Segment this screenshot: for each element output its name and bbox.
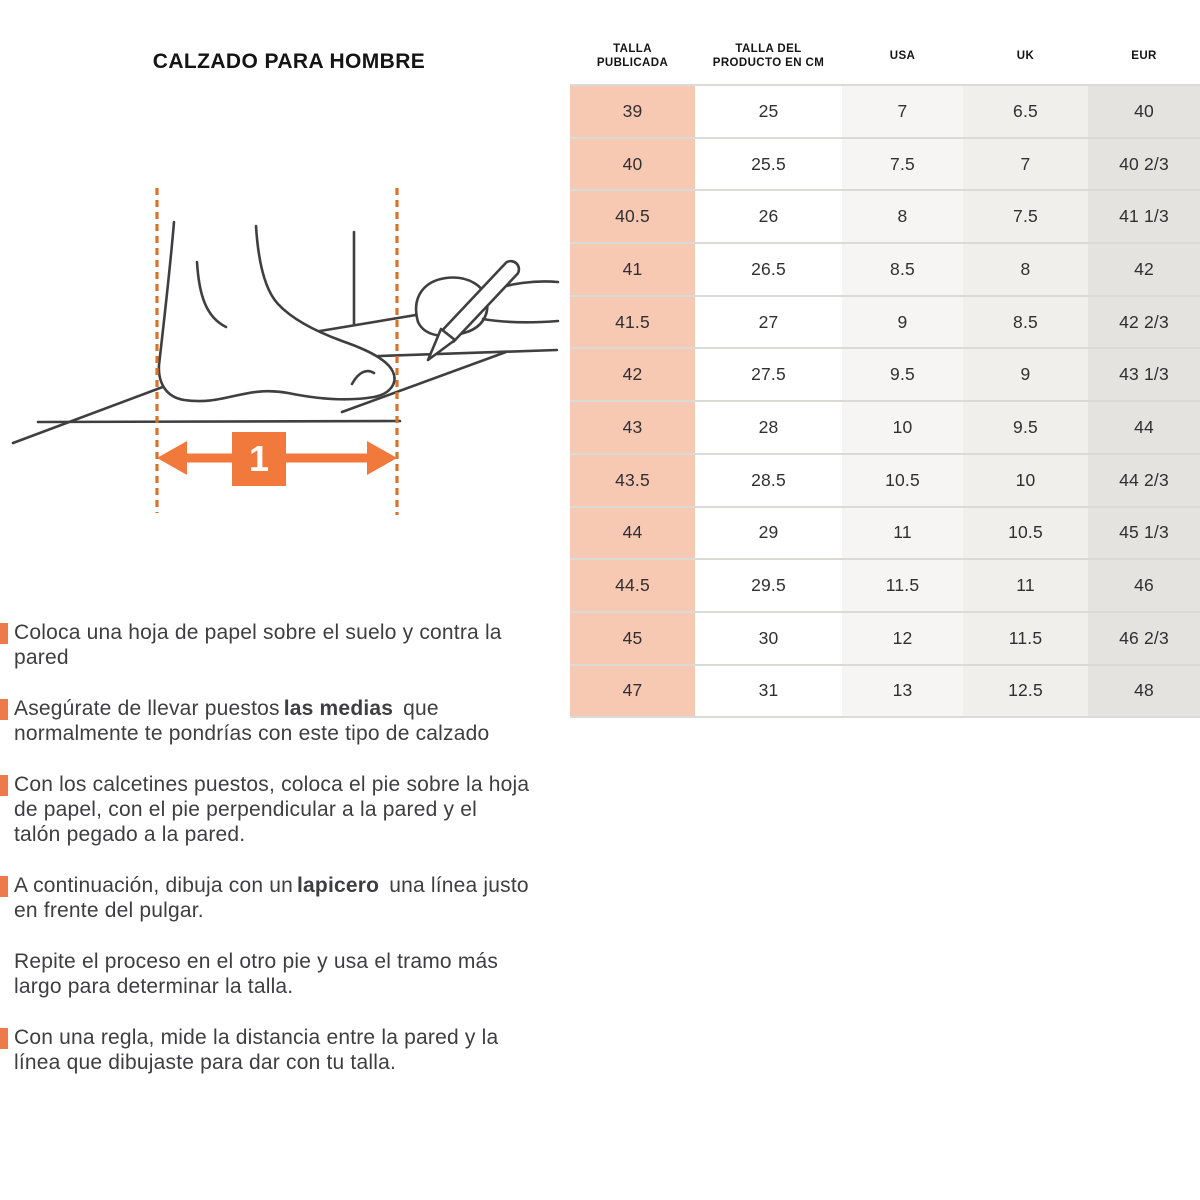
- table-cell: 27: [695, 297, 842, 350]
- instructions-list: [0, 620, 600, 1101]
- table-cell: 45 1/3: [1088, 508, 1200, 561]
- table-cell: 9.5: [842, 349, 963, 402]
- table-cell: 44 2/3: [1088, 455, 1200, 508]
- instruction-item: [0, 949, 600, 999]
- instruction-text: en frente del pulgar.: [14, 899, 204, 922]
- table-cell: 40: [1088, 86, 1200, 139]
- table-cell: 11.5: [963, 613, 1088, 666]
- paper-far-edge: [378, 350, 557, 356]
- table-cell: 47: [570, 666, 695, 719]
- size-table-header: [570, 28, 1200, 84]
- table-cell: 9.5: [963, 402, 1088, 455]
- table-row: [570, 560, 1200, 613]
- instruction-text: de papel, con el pie perpendicular a la pared y el: [14, 798, 477, 821]
- table-row: [570, 191, 1200, 244]
- instruction-text: normalmente te pondrías con este tipo de calzado: [14, 722, 490, 745]
- table-cell: 8: [842, 191, 963, 244]
- page-title: CALZADO PARA HOMBRE: [152, 50, 426, 73]
- table-cell: 10: [963, 455, 1088, 508]
- table-cell: 40.5: [570, 191, 695, 244]
- arrow-head-left: [157, 441, 187, 475]
- table-cell: 46: [1088, 560, 1200, 613]
- table-cell: 8.5: [963, 297, 1088, 350]
- table-cell: 43: [570, 402, 695, 455]
- instruction-text: Con los calcetines puestos, coloca el pie sobre la hoja: [14, 773, 530, 796]
- table-row: [570, 666, 1200, 719]
- instruction-item: [0, 873, 600, 923]
- arrow-head-right: [367, 441, 397, 475]
- instruction-item: [0, 696, 600, 746]
- table-cell: 44.5: [570, 560, 695, 613]
- column-header-talla-publicada: TALLA PUBLICADA: [596, 43, 669, 69]
- bullet-marker: [0, 1028, 8, 1049]
- paper-left-edge: [13, 385, 168, 443]
- bullet-marker: [0, 775, 8, 796]
- instruction-text: A continuación, dibuja con un: [14, 874, 294, 897]
- column-header-talla-producto-cm: TALLA DEL PRODUCTO EN CM: [712, 43, 825, 69]
- table-cell: 42: [570, 349, 695, 402]
- column-header-usa: USA: [889, 50, 916, 62]
- instruction-text: una línea justo: [383, 874, 529, 897]
- table-cell: 42 2/3: [1088, 297, 1200, 350]
- instruction-text: talón pegado a la pared.: [14, 823, 246, 846]
- size-table-body: [570, 84, 1200, 718]
- table-cell: 6.5: [963, 86, 1088, 139]
- instruction-text: línea que dibujaste para dar con tu talla.: [14, 1051, 396, 1074]
- instruction-text: lapicero: [297, 874, 380, 897]
- table-row: [570, 402, 1200, 455]
- table-cell: 7: [963, 139, 1088, 192]
- table-cell: 10.5: [963, 508, 1088, 561]
- table-cell: 41 1/3: [1088, 191, 1200, 244]
- table-cell: 25: [695, 86, 842, 139]
- table-cell: 25.5: [695, 139, 842, 192]
- size-table: [570, 28, 1200, 718]
- step-badge-label: 1: [248, 438, 270, 479]
- instruction-text: las medias: [283, 697, 394, 720]
- instruction-text: largo para determinar la talla.: [14, 975, 294, 998]
- hand-with-pencil: [416, 261, 558, 360]
- table-row: [570, 349, 1200, 402]
- table-cell: 10: [842, 402, 963, 455]
- table-row: [570, 86, 1200, 139]
- table-cell: 27.5: [695, 349, 842, 402]
- table-cell: 8: [963, 244, 1088, 297]
- floor-line: [38, 421, 400, 422]
- table-cell: 46 2/3: [1088, 613, 1200, 666]
- table-cell: 11: [842, 508, 963, 561]
- table-cell: 7.5: [963, 191, 1088, 244]
- table-cell: 41.5: [570, 297, 695, 350]
- foot-drawing: [159, 222, 395, 401]
- table-row: [570, 613, 1200, 666]
- table-cell: 29.5: [695, 560, 842, 613]
- instruction-item: [0, 620, 600, 670]
- table-row: [570, 297, 1200, 350]
- table-row: [570, 244, 1200, 297]
- measure-arrow: [157, 432, 397, 486]
- instruction-text: Asegúrate de llevar puestos: [14, 697, 280, 720]
- table-cell: 11: [963, 560, 1088, 613]
- table-cell: 9: [842, 297, 963, 350]
- column-header-uk: UK: [1016, 50, 1035, 62]
- table-cell: 42: [1088, 244, 1200, 297]
- table-cell: 28.5: [695, 455, 842, 508]
- table-cell: 39: [570, 86, 695, 139]
- table-cell: 12: [842, 613, 963, 666]
- table-cell: 9: [963, 349, 1088, 402]
- instruction-text: Repite el proceso en el otro pie y usa el tramo más: [14, 950, 499, 973]
- instruction-item: [0, 1025, 600, 1075]
- table-cell: 26.5: [695, 244, 842, 297]
- table-cell: 48: [1088, 666, 1200, 719]
- table-cell: 8.5: [842, 244, 963, 297]
- table-cell: 12.5: [963, 666, 1088, 719]
- table-cell: 30: [695, 613, 842, 666]
- bullet-marker: [0, 699, 8, 720]
- table-cell: 44: [1088, 402, 1200, 455]
- instruction-text: pared: [14, 646, 69, 669]
- table-cell: 26: [695, 191, 842, 244]
- instruction-text: que: [397, 697, 439, 720]
- table-cell: 40: [570, 139, 695, 192]
- instruction-item: [0, 772, 600, 847]
- table-cell: 43 1/3: [1088, 349, 1200, 402]
- instruction-text: Con una regla, mide la distancia entre la pared y la: [14, 1026, 499, 1049]
- table-cell: 7: [842, 86, 963, 139]
- foot-measurement-illustration: [0, 180, 560, 515]
- table-cell: 13: [842, 666, 963, 719]
- instruction-text: Coloca una hoja de papel sobre el suelo y contra la: [14, 621, 502, 644]
- table-cell: 40 2/3: [1088, 139, 1200, 192]
- wrist-bottom-line: [483, 319, 558, 322]
- table-row: [570, 455, 1200, 508]
- table-cell: 44: [570, 508, 695, 561]
- table-cell: 7.5: [842, 139, 963, 192]
- table-cell: 10.5: [842, 455, 963, 508]
- table-cell: 43.5: [570, 455, 695, 508]
- table-cell: 41: [570, 244, 695, 297]
- table-row: [570, 139, 1200, 192]
- column-header-eur: EUR: [1131, 50, 1157, 62]
- bullet-marker: [0, 623, 8, 644]
- table-cell: 11.5: [842, 560, 963, 613]
- table-cell: 45: [570, 613, 695, 666]
- table-cell: 31: [695, 666, 842, 719]
- table-row: [570, 508, 1200, 561]
- table-cell: 28: [695, 402, 842, 455]
- bullet-marker: [0, 876, 8, 897]
- table-cell: 29: [695, 508, 842, 561]
